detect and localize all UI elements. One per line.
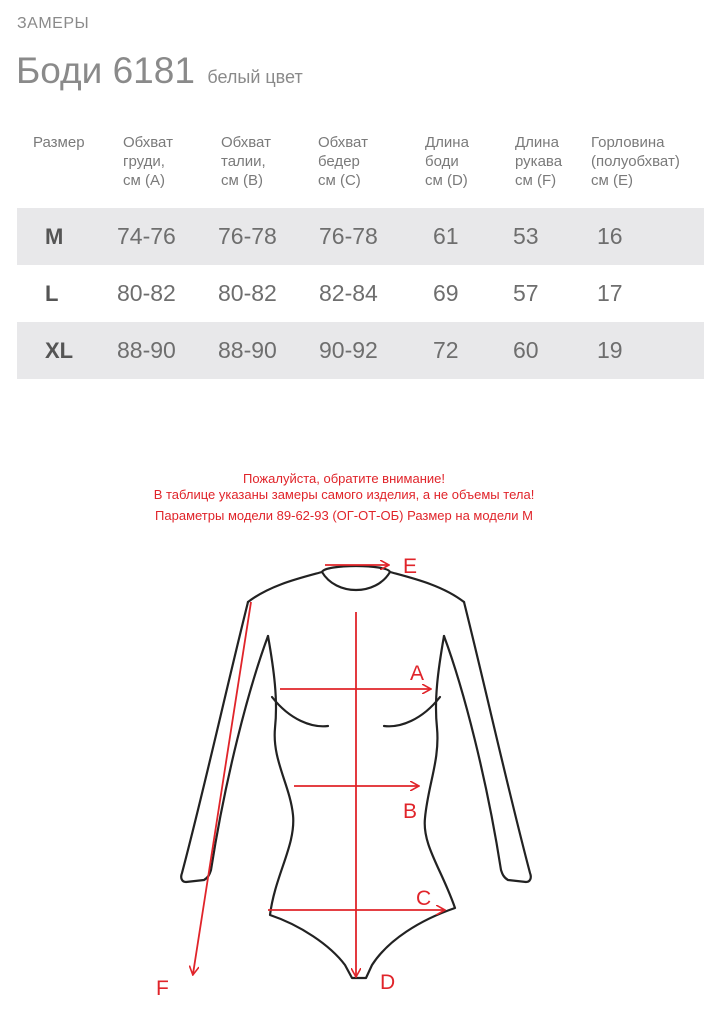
size-cell: L	[45, 281, 59, 306]
column-header-chest: Обхват груди, см (A)	[123, 134, 173, 189]
table-cell: 16	[597, 223, 623, 249]
size-table	[17, 125, 704, 379]
table-cell: 57	[513, 280, 539, 306]
label-d: D	[380, 971, 396, 994]
table-row	[17, 208, 704, 265]
table-cell: 88-90	[218, 337, 277, 363]
label-f: F	[156, 977, 169, 1000]
product-name: Боди 6181	[16, 50, 195, 91]
column-header-body-length: Длина боди см (D)	[425, 134, 469, 189]
size-cell: M	[45, 224, 64, 249]
table-cell: 90-92	[319, 337, 378, 363]
arrow-f	[193, 602, 251, 974]
table-cell: 80-82	[218, 280, 277, 306]
table-cell: 88-90	[117, 337, 176, 363]
notice-line: Пожалуйста, обратите внимание!	[243, 471, 445, 486]
bodysuit-measurement-diagram	[0, 540, 720, 1020]
column-header-sleeve-length: Длина рукава см (F)	[515, 134, 563, 189]
table-cell: 72	[433, 337, 459, 363]
product-color: белый цвет	[207, 67, 303, 87]
notice-line: Параметры модели 89-62-93 (ОГ-ОТ-ОБ) Размер на модели M	[155, 508, 533, 523]
column-header-size: Размер	[33, 134, 85, 151]
label-b: B	[403, 800, 418, 823]
section-label: ЗАМЕРЫ	[17, 15, 90, 32]
table-cell: 82-84	[319, 280, 378, 306]
product-title-row	[16, 50, 303, 92]
table-cell: 76-78	[218, 223, 277, 249]
table-cell: 74-76	[117, 223, 176, 249]
table-row	[17, 265, 704, 322]
label-e: E	[403, 555, 418, 578]
table-cell: 76-78	[319, 223, 378, 249]
measurement-labels	[156, 555, 431, 1000]
label-a: A	[410, 662, 425, 685]
table-cell: 80-82	[117, 280, 176, 306]
column-header-waist: Обхват талии, см (B)	[221, 134, 271, 189]
column-header-hips: Обхват бедер см (C)	[318, 134, 368, 189]
size-cell: XL	[45, 338, 74, 363]
table-cell: 69	[433, 280, 459, 306]
label-c: C	[416, 887, 432, 910]
notice-line: В таблице указаны замеры самого изделия, а не объемы тела!	[153, 487, 535, 502]
table-cell: 61	[433, 223, 459, 249]
table-cell: 53	[513, 223, 539, 249]
table-row	[17, 322, 704, 379]
column-header-neckline: Горловина (полуобхват) см (E)	[591, 134, 680, 189]
table-cell: 60	[513, 337, 539, 363]
table-cell: 19	[597, 337, 623, 363]
table-header	[17, 125, 704, 208]
table-cell: 17	[597, 280, 623, 306]
